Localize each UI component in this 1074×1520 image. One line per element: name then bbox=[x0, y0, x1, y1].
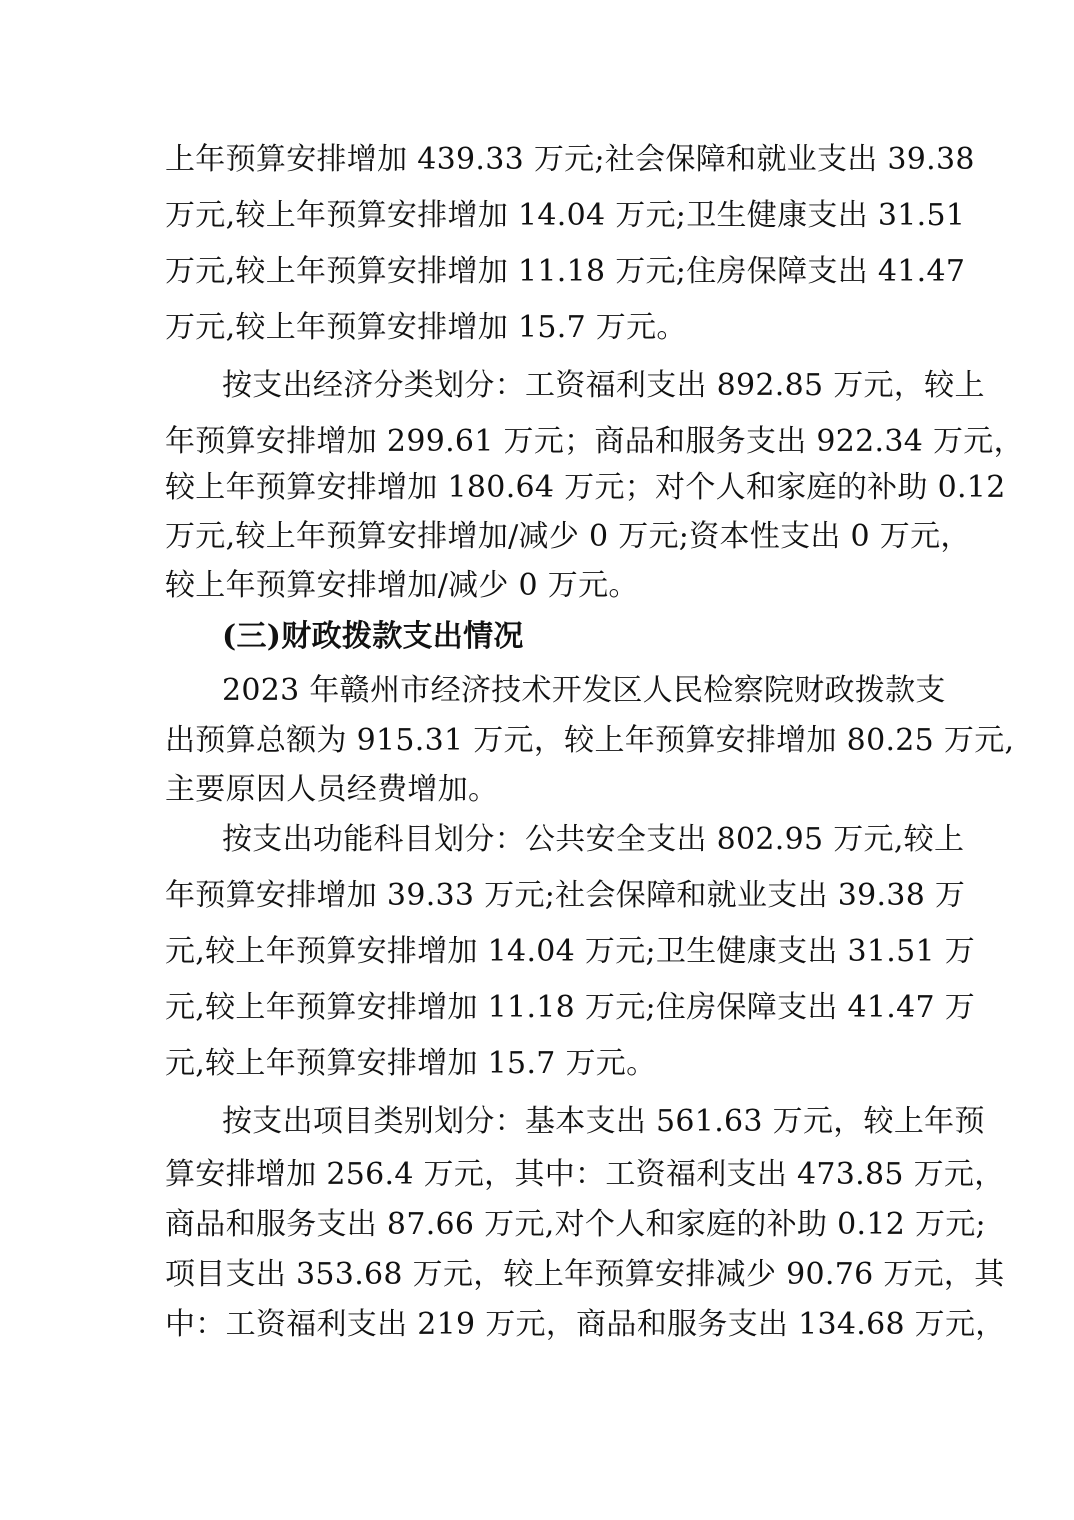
text-line: 元,较上年预算安排增加 15.7 万元。 bbox=[165, 1046, 657, 1081]
text-line: 较上年预算安排增加/减少 0 万元。 bbox=[165, 568, 639, 603]
text-line: 2023 年赣州市经济技术开发区人民检察院财政拨款支 bbox=[222, 673, 946, 708]
text-line: 中：工资福利支出 219 万元，商品和服务支出 134.68 万元， bbox=[165, 1307, 1006, 1342]
text-line: 元,较上年预算安排增加 14.04 万元;卫生健康支出 31.51 万 bbox=[165, 934, 976, 969]
text-line: 出预算总额为 915.31 万元，较上年预算安排增加 80.25 万元, bbox=[165, 723, 1015, 758]
text-line: 按支出项目类别划分：基本支出 561.63 万元，较上年预 bbox=[222, 1104, 985, 1139]
text-line: 万元,较上年预算安排增加 14.04 万元;卫生健康支出 31.51 bbox=[165, 198, 966, 233]
text-line: 万元,较上年预算安排增加/减少 0 万元;资本性支出 0 万元， bbox=[165, 519, 971, 554]
text-line: 万元,较上年预算安排增加 15.7 万元。 bbox=[165, 310, 687, 345]
text-line: 项目支出 353.68 万元，较上年预算安排减少 90.76 万元，其 bbox=[165, 1257, 1005, 1292]
text-line: 较上年预算安排增加 180.64 万元；对个人和家庭的补助 0.12 bbox=[165, 470, 1006, 505]
text-line: 按支出经济分类划分：工资福利支出 892.85 万元，较上 bbox=[222, 368, 985, 403]
text-line: 算安排增加 256.4 万元，其中：工资福利支出 473.85 万元， bbox=[165, 1157, 1005, 1192]
text-line: 元,较上年预算安排增加 11.18 万元;住房保障支出 41.47 万 bbox=[165, 990, 976, 1025]
text-line: 年预算安排增加 299.61 万元；商品和服务支出 922.34 万元， bbox=[165, 424, 1024, 459]
text-line: 年预算安排增加 39.33 万元;社会保障和就业支出 39.38 万 bbox=[165, 878, 966, 913]
text-line: 主要原因人员经费增加。 bbox=[165, 772, 499, 807]
section-heading: (三)财政拨款支出情况 bbox=[222, 619, 524, 654]
text-line: 商品和服务支出 87.66 万元,对个人和家庭的补助 0.12 万元; bbox=[165, 1207, 986, 1242]
text-line: 万元,较上年预算安排增加 11.18 万元;住房保障支出 41.47 bbox=[165, 254, 966, 289]
text-line: 按支出功能科目划分：公共安全支出 802.95 万元,较上 bbox=[222, 822, 965, 857]
text-line: 上年预算安排增加 439.33 万元;社会保障和就业支出 39.38 bbox=[165, 142, 975, 177]
